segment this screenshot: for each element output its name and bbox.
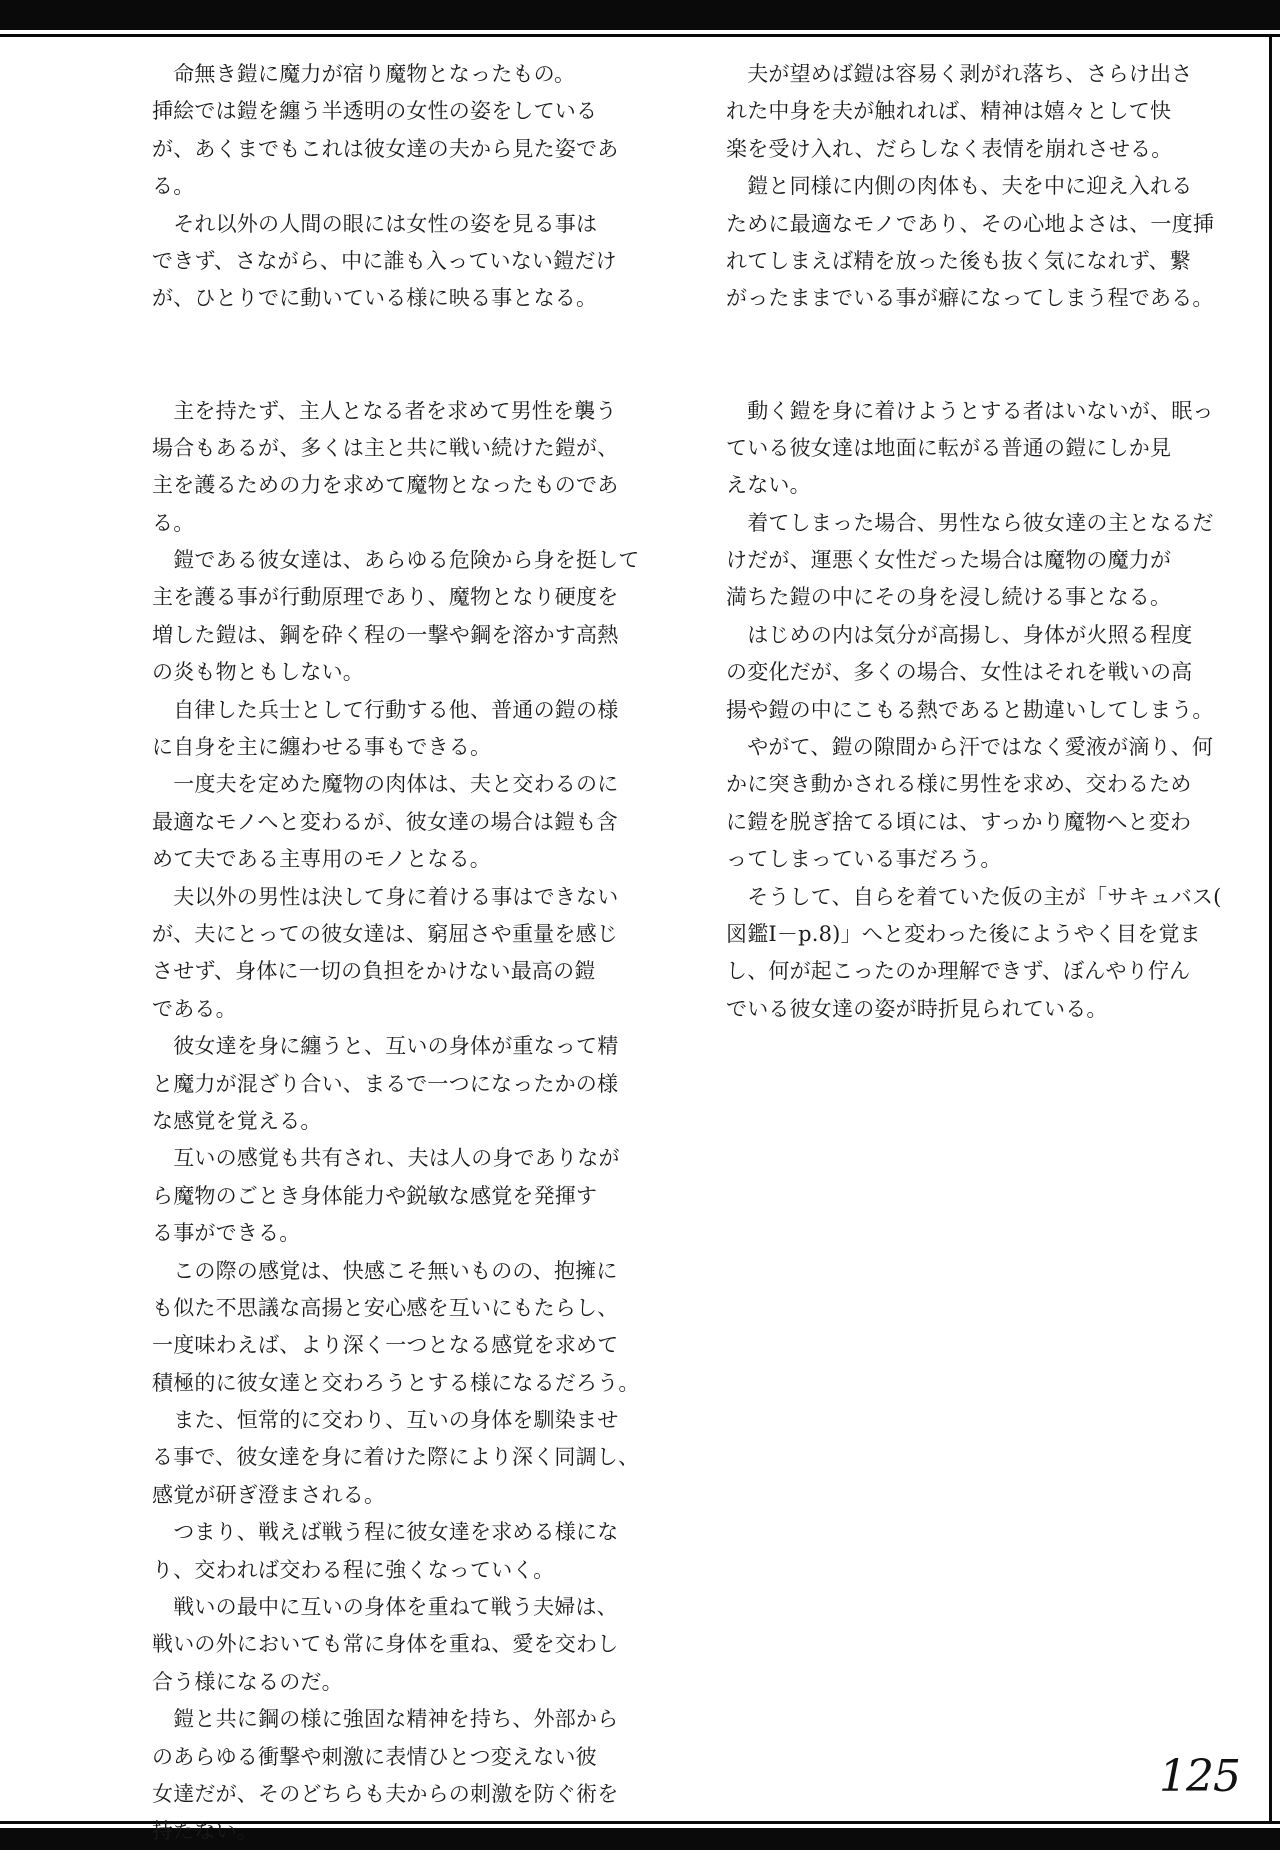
top-rule [0,34,1280,37]
text-line: えない。 [726,473,811,498]
text-line: に自身を主に纏わせる事もできる。 [152,735,492,760]
text-line: 合う様になるのだ。 [152,1669,343,1694]
text-line: である。 [152,996,237,1021]
right-text-column [726,56,1236,1028]
text-line: それ以外の人間の眼には女性の姿を見る事は [152,211,598,236]
text-line: る事で、彼女達を身に着けた際により深く同調し、 [152,1445,640,1470]
text-line: と魔力が混ざり合い、まるで一つになったかの様 [152,1071,619,1096]
text-line: 揚や鎧の中にこもる熱であると勘違いしてしまう。 [726,697,1214,722]
text-line: がったままでいる事が癖になってしまう程である。 [726,286,1214,311]
text-line: が、夫にとっての彼女達は、窮屈さや重量を感じ [152,921,618,946]
text-line: 戦いの最中に互いの身体を重ねて戦う夫婦は、 [152,1595,618,1620]
text-line: 最適なモノへと変わるが、彼女達の場合は鎧も含 [152,809,618,834]
text-line: 戦いの外においても常に身体を重ね、愛を交わし [152,1632,619,1657]
text-line: 鎧と同様に内側の肉体も、夫を中に迎え入れる [726,174,1193,199]
text-line: 主を護るための力を求めて魔物となったものであ [152,473,619,498]
text-line: ている彼女達は地面に転がる普通の鎧にしか見 [726,435,1172,460]
text-line: 持たない。 [152,1819,258,1844]
text-line: 動く鎧を身に着けようとする者はいないが、眠っ [726,398,1214,423]
text-line: 互いの感覚も共有され、夫は人の身でありなが [152,1146,620,1171]
text-line: ら魔物のごとき身体能力や鋭敏な感覚を発揮す [152,1183,598,1208]
text-line: はじめの内は気分が高揚し、身体が火照る程度 [726,622,1193,647]
text-line: れた中身を夫が触れれば、精神は嬉々として快 [726,99,1172,124]
text-line: ために最適なモノであり、その心地よさは、一度挿 [726,211,1215,236]
paragraph-gap [726,355,1236,392]
text-line: 夫が望めば鎧は容易く剥がれ落ち、さらけ出さ [726,62,1193,86]
text-line: 主を護る事が行動原理であり、魔物となり硬度を [152,585,619,610]
text-line: この際の感覚は、快感こそ無いものの、抱擁に [152,1258,618,1283]
text-line: の炎も物ともしない。 [152,660,364,685]
text-line: そうして、自らを着ていた仮の主が「サキュバス( [726,884,1222,909]
text-line: のあらゆる衝撃や刺激に表情ひとつ変えない彼 [152,1744,597,1769]
text-line: 増した鎧は、鋼を砕く程の一撃や鋼を溶かす高熱 [152,622,619,647]
paragraph-gap [726,318,1236,355]
text-line: し、何が起こったのか理解できず、ぼんやり佇ん [726,959,1191,984]
text-line: 楽を受け入れ、だらしなく表情を崩れさせる。 [726,136,1173,161]
text-line: 女達だが、そのどちらも夫からの刺激を防ぐ術を [152,1781,619,1806]
text-line: が、ひとりでに動いている様に映る事となる。 [152,286,598,311]
paragraph-gap [152,318,662,355]
text-line: 場合もあるが、多くは主と共に戦い続けた鎧が、 [152,435,619,460]
text-line: やがて、鎧の隙間から汗ではなく愛液が滴り、何 [726,735,1214,760]
text-line: 彼女達を身に纏うと、互いの身体が重なって精 [152,1034,619,1059]
text-line: 命無き鎧に魔力が宿り魔物となったもの。 [152,62,576,86]
text-line: な感覚を覚える。 [152,1108,322,1133]
text-line: できず、さながら、中に誰も入っていない鎧だけ [152,248,617,273]
text-line: つまり、戦えば戦う程に彼女達を求める様にな [152,1520,619,1545]
text-line: 図鑑Ⅰ－p.8)」へと変わった後にようやく目を覚ま [726,921,1201,946]
text-line: 着てしまった場合、男性なら彼女達の主となるだ [726,510,1214,535]
paragraph-gap [152,355,662,392]
text-line: 夫以外の男性は決して身に着ける事はできない [152,884,619,909]
text-line: ってしまっている事だろう。 [726,847,1002,872]
text-line: 自律した兵士として行動する他、普通の鎧の様 [152,697,619,722]
right-rule [1269,34,1272,1824]
page-number: 125 [1159,1751,1240,1802]
text-line: る。 [152,510,195,535]
text-line: る。 [152,174,195,199]
text-line: れてしまえば精を放った後も抜く気になれず、繋 [726,248,1191,273]
left-text-column [152,56,662,1851]
text-line: かに突き動かされる様に男性を求め、交わるため [726,772,1192,797]
text-line: 積極的に彼女達と交わろうとする様になるだろう。 [152,1370,640,1395]
text-line: り、交われば交わる程に強くなっていく。 [152,1557,555,1582]
text-line: でいる彼女達の姿が時折見られている。 [726,996,1108,1021]
text-line: 主を持たず、主人となる者を求めて男性を襲う [152,398,617,423]
text-line: けだが、運悪く女性だった場合は魔物の魔力が [726,548,1172,573]
text-line: る事ができる。 [152,1221,301,1246]
text-line: 挿絵では鎧を纏う半透明の女性の姿をしている [152,99,598,124]
text-line: も似た不思議な高揚と安心感を互いにもたらし、 [152,1295,619,1320]
text-line: 感覚が研ぎ澄まされる。 [152,1482,386,1507]
text-line: 満ちた鎧の中にその身を浸し続ける事となる。 [726,585,1172,610]
text-line: 一度味わえば、より深く一つとなる感覚を求めて [152,1333,619,1358]
text-line: めて夫である主専用のモノとなる。 [152,847,491,872]
text-line: に鎧を脱ぎ捨てる頃には、すっかり魔物へと変わ [726,809,1192,834]
text-line: させず、身体に一切の負担をかけない最高の鎧 [152,959,596,984]
text-line: が、あくまでもこれは彼女達の夫から見た姿であ [152,136,619,161]
text-line: 鎧である彼女達は、あらゆる危険から身を挺して [152,548,640,573]
text-line: 鎧と共に鋼の様に強固な精神を持ち、外部から [152,1707,619,1732]
text-line: 一度夫を定めた魔物の肉体は、夫と交わるのに [152,772,619,797]
text-line: の変化だが、多くの場合、女性はそれを戦いの高 [726,660,1193,685]
text-line: また、恒常的に交わり、互いの身体を馴染ませ [152,1408,619,1433]
